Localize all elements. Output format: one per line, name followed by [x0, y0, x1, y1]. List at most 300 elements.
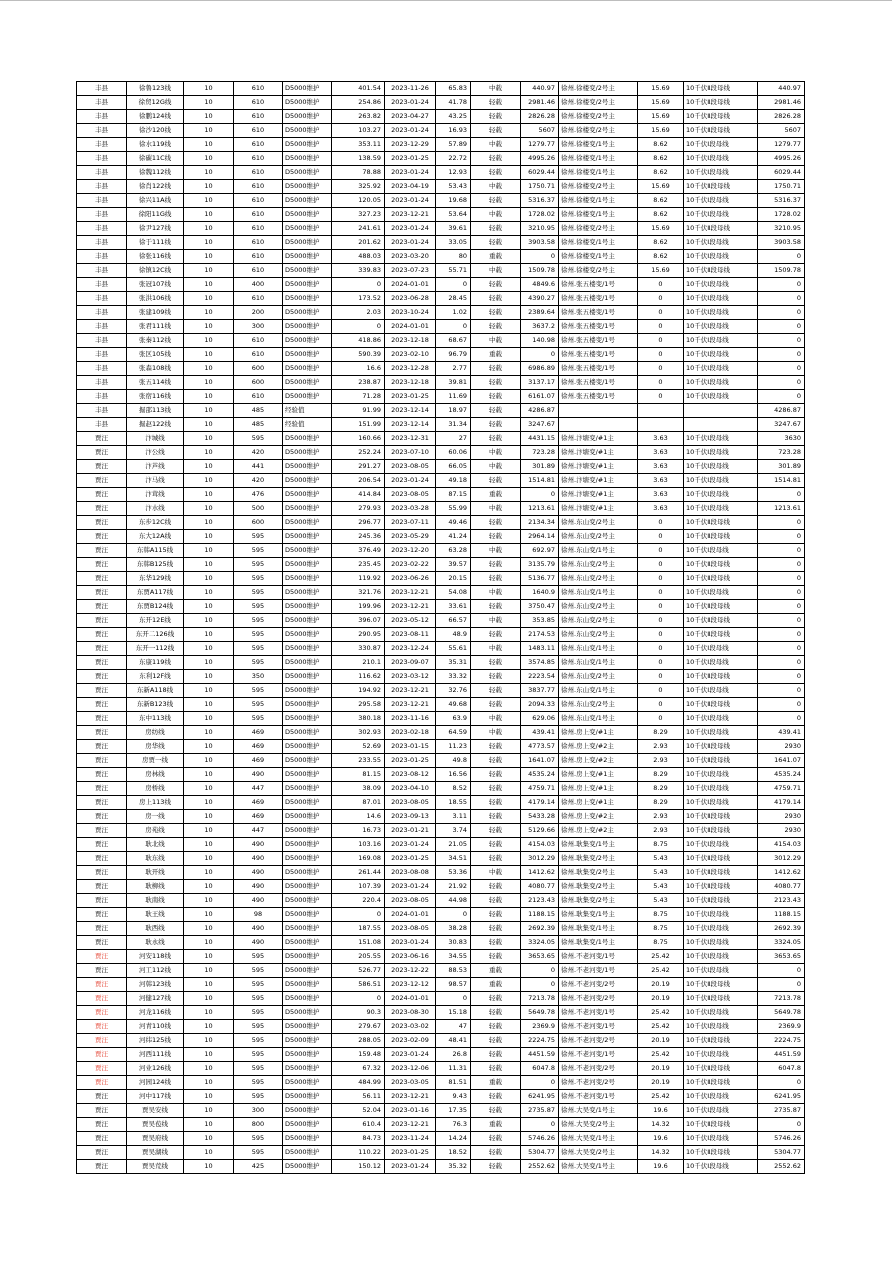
cell-available-capacity: 4154.03 [521, 838, 559, 852]
cell-voltage-kv: 10 [184, 404, 234, 418]
cell-bus-section: 10千伏Ⅱ段母线 [684, 698, 758, 712]
cell-line-name: 东贾B124线 [127, 600, 184, 614]
cell-data-source: D5000维护 [283, 474, 332, 488]
cell-county: 贾汪 [77, 1090, 127, 1104]
cell-bus-section: 10千伏Ⅱ段母线 [684, 894, 758, 908]
cell-current-value: 52.04 [332, 1104, 385, 1118]
cell-line-name: 耿永线 [127, 936, 184, 950]
cell-load-status: 轻载 [471, 740, 521, 754]
cell-line-name: 徐贸12G线 [127, 96, 184, 110]
cell-transformer-capacity: 15.69 [638, 110, 684, 124]
cell-voltage-kv: 10 [184, 558, 234, 572]
cell-transformer-capacity: 8.75 [638, 936, 684, 950]
cell-voltage-kv: 10 [184, 964, 234, 978]
cell-current-value: 380.18 [332, 712, 385, 726]
cell-load-rate: 11.31 [436, 1062, 471, 1076]
cell-rated-current: 610 [234, 166, 283, 180]
cell-peak-date: 2023-01-25 [385, 1146, 436, 1160]
cell-bus-section: 10千伏Ⅱ段母线 [684, 1034, 758, 1048]
cell-data-source: D5000维护 [283, 208, 332, 222]
cell-load-rate: 16.93 [436, 124, 471, 138]
cell-transformer: 徐州.房上变/#2主 [559, 754, 638, 768]
cell-transformer: 徐州.耿集变/2号主 [559, 894, 638, 908]
cell-peak-date: 2023-01-24 [385, 124, 436, 138]
cell-bus-section: 10千伏Ⅱ段母线 [684, 824, 758, 838]
table-row [77, 1020, 805, 1034]
cell-available-capacity: 1188.15 [521, 908, 559, 922]
cell-bus-section: 10千伏Ⅰ段母线 [684, 712, 758, 726]
cell-load-rate: 49.46 [436, 516, 471, 530]
cell-voltage-kv: 10 [184, 446, 234, 460]
cell-bus-section: 10千伏Ⅱ段母线 [684, 600, 758, 614]
cell-open-capacity: 0 [758, 362, 805, 376]
cell-line-name: 河龙116线 [127, 1006, 184, 1020]
cell-transformer-capacity: 0 [638, 642, 684, 656]
cell-line-name: 东大12A线 [127, 530, 184, 544]
cell-load-rate: 17.35 [436, 1104, 471, 1118]
cell-county: 丰县 [77, 166, 127, 180]
cell-data-source: D5000维护 [283, 1062, 332, 1076]
cell-peak-date: 2023-04-19 [385, 180, 436, 194]
cell-line-name: 徐镇12C线 [127, 264, 184, 278]
cell-load-status: 轻载 [471, 908, 521, 922]
cell-open-capacity: 0 [758, 544, 805, 558]
cell-peak-date: 2023-01-24 [385, 1160, 436, 1174]
cell-current-value: 325.92 [332, 180, 385, 194]
cell-line-name: 贾吴湖线 [127, 1146, 184, 1160]
cell-voltage-kv: 10 [184, 460, 234, 474]
cell-transformer: 徐州.大吴变/1号主 [559, 1160, 638, 1174]
cell-data-source: D5000维护 [283, 348, 332, 362]
cell-voltage-kv: 10 [184, 754, 234, 768]
table-row [77, 684, 805, 698]
cell-voltage-kv: 10 [184, 348, 234, 362]
cell-rated-current: 447 [234, 782, 283, 796]
cell-transformer: 徐州.徐楼变/2号主 [559, 96, 638, 110]
cell-open-capacity: 4451.59 [758, 1048, 805, 1062]
cell-transformer: 徐州.不老河变/2号 [559, 1062, 638, 1076]
cell-rated-current: 595 [234, 964, 283, 978]
cell-load-status: 轻载 [471, 1090, 521, 1104]
table-row [77, 292, 805, 306]
cell-peak-date: 2024-01-01 [385, 908, 436, 922]
cell-transformer: 徐州.汴塘变/#1主 [559, 502, 638, 516]
cell-available-capacity: 3247.67 [521, 418, 559, 432]
cell-county: 贾汪 [77, 908, 127, 922]
cell-data-source: D5000维护 [283, 390, 332, 404]
cell-voltage-kv: 10 [184, 418, 234, 432]
cell-county: 贾汪 [77, 936, 127, 950]
table-row [77, 642, 805, 656]
cell-transformer-capacity: 0 [638, 292, 684, 306]
cell-voltage-kv: 10 [184, 138, 234, 152]
cell-load-status: 轻载 [471, 1146, 521, 1160]
cell-open-capacity: 1750.71 [758, 180, 805, 194]
cell-bus-section: 10千伏Ⅰ段母线 [684, 726, 758, 740]
cell-line-name: 房贾一线 [127, 754, 184, 768]
cell-line-name: 徐沙120线 [127, 124, 184, 138]
cell-data-source: D5000维护 [283, 432, 332, 446]
cell-county: 丰县 [77, 194, 127, 208]
cell-rated-current: 98 [234, 908, 283, 922]
cell-peak-date: 2023-01-25 [385, 152, 436, 166]
cell-voltage-kv: 10 [184, 236, 234, 250]
cell-rated-current: 595 [234, 950, 283, 964]
cell-open-capacity: 439.41 [758, 726, 805, 740]
cell-data-source: D5000维护 [283, 992, 332, 1006]
cell-peak-date: 2023-12-28 [385, 362, 436, 376]
table-row [77, 796, 805, 810]
cell-data-source: D5000维护 [283, 446, 332, 460]
cell-open-capacity: 6047.8 [758, 1062, 805, 1076]
page-top-border [0, 0, 892, 1]
cell-available-capacity: 4080.77 [521, 880, 559, 894]
cell-data-source: D5000维护 [283, 362, 332, 376]
cell-bus-section: 10千伏Ⅰ段母线 [684, 586, 758, 600]
cell-current-value: 296.77 [332, 516, 385, 530]
cell-transformer-capacity [638, 418, 684, 432]
table-row [77, 96, 805, 110]
cell-line-name: 汴茸线 [127, 488, 184, 502]
cell-county: 丰县 [77, 334, 127, 348]
cell-open-capacity: 4535.24 [758, 768, 805, 782]
cell-peak-date: 2023-01-24 [385, 166, 436, 180]
cell-county: 贾汪 [77, 432, 127, 446]
cell-transformer-capacity: 0 [638, 572, 684, 586]
cell-available-capacity: 5607 [521, 124, 559, 138]
cell-transformer-capacity: 8.62 [638, 250, 684, 264]
cell-line-name: 张洪106线 [127, 292, 184, 306]
cell-transformer: 徐州.东山变/2号主 [559, 600, 638, 614]
cell-available-capacity: 1483.11 [521, 642, 559, 656]
cell-data-source: D5000维护 [283, 1020, 332, 1034]
cell-rated-current: 595 [234, 1020, 283, 1034]
cell-rated-current: 420 [234, 446, 283, 460]
cell-current-value: 201.62 [332, 236, 385, 250]
cell-voltage-kv: 10 [184, 152, 234, 166]
cell-county: 丰县 [77, 418, 127, 432]
cell-open-capacity: 0 [758, 712, 805, 726]
cell-transformer-capacity: 14.32 [638, 1146, 684, 1160]
cell-rated-current: 610 [234, 110, 283, 124]
cell-current-value: 241.61 [332, 222, 385, 236]
cell-available-capacity: 0 [521, 964, 559, 978]
cell-peak-date: 2023-04-27 [385, 110, 436, 124]
cell-data-source: D5000维护 [283, 180, 332, 194]
cell-open-capacity: 2735.87 [758, 1104, 805, 1118]
cell-county: 贾汪 [77, 628, 127, 642]
cell-transformer-capacity: 8.75 [638, 838, 684, 852]
cell-peak-date: 2023-12-21 [385, 600, 436, 614]
cell-bus-section: 10千伏Ⅰ段母线 [684, 446, 758, 460]
cell-transformer-capacity: 5.43 [638, 880, 684, 894]
cell-transformer-capacity: 8.62 [638, 152, 684, 166]
cell-load-rate: 30.83 [436, 936, 471, 950]
cell-data-source: D5000维护 [283, 936, 332, 950]
cell-available-capacity: 440.97 [521, 82, 559, 96]
cell-voltage-kv: 10 [184, 936, 234, 950]
cell-rated-current: 300 [234, 320, 283, 334]
cell-rated-current: 595 [234, 586, 283, 600]
cell-bus-section: 10千伏Ⅱ段母线 [684, 124, 758, 138]
cell-peak-date: 2023-12-20 [385, 544, 436, 558]
cell-line-name: 河健127线 [127, 992, 184, 1006]
cell-data-source: D5000维护 [283, 236, 332, 250]
cell-line-name: 汴城线 [127, 432, 184, 446]
cell-data-source: D5000维护 [283, 488, 332, 502]
cell-bus-section: 10千伏Ⅰ段母线 [684, 768, 758, 782]
cell-open-capacity: 440.97 [758, 82, 805, 96]
table-row [77, 222, 805, 236]
cell-line-name: 贾吴安线 [127, 1104, 184, 1118]
cell-voltage-kv: 10 [184, 978, 234, 992]
cell-county: 贾汪 [77, 544, 127, 558]
table-row [77, 894, 805, 908]
table-row [77, 166, 805, 180]
cell-county: 贾汪 [77, 978, 127, 992]
cell-bus-section: 10千伏Ⅰ段母线 [684, 782, 758, 796]
cell-available-capacity: 4431.15 [521, 432, 559, 446]
cell-rated-current: 595 [234, 572, 283, 586]
cell-county: 丰县 [77, 138, 127, 152]
table-row [77, 236, 805, 250]
cell-transformer: 徐州.不老河变/2号 [559, 992, 638, 1006]
cell-line-name: 徐尹127线 [127, 222, 184, 236]
cell-transformer: 徐州.耿集变/1号主 [559, 908, 638, 922]
table-body [77, 82, 805, 1174]
cell-transformer-capacity: 0 [638, 306, 684, 320]
cell-peak-date: 2023-08-12 [385, 768, 436, 782]
table-row [77, 1048, 805, 1062]
cell-available-capacity: 2174.53 [521, 628, 559, 642]
cell-peak-date: 2023-03-28 [385, 502, 436, 516]
cell-voltage-kv: 10 [184, 390, 234, 404]
cell-voltage-kv: 10 [184, 502, 234, 516]
cell-load-status: 轻载 [471, 194, 521, 208]
cell-available-capacity: 5129.66 [521, 824, 559, 838]
table-row [77, 572, 805, 586]
cell-data-source: D5000维护 [283, 1104, 332, 1118]
cell-voltage-kv: 10 [184, 264, 234, 278]
cell-open-capacity: 0 [758, 642, 805, 656]
cell-open-capacity: 5316.37 [758, 194, 805, 208]
cell-peak-date: 2023-11-26 [385, 82, 436, 96]
cell-voltage-kv: 10 [184, 880, 234, 894]
cell-county: 贾汪 [77, 670, 127, 684]
cell-bus-section: 10千伏Ⅱ段母线 [684, 852, 758, 866]
cell-load-rate: 14.24 [436, 1132, 471, 1146]
cell-available-capacity: 723.28 [521, 446, 559, 460]
cell-available-capacity: 301.89 [521, 460, 559, 474]
cell-peak-date: 2023-06-16 [385, 950, 436, 964]
cell-data-source: D5000维护 [283, 642, 332, 656]
cell-rated-current: 595 [234, 530, 283, 544]
cell-county: 丰县 [77, 208, 127, 222]
cell-load-status: 轻载 [471, 684, 521, 698]
cell-bus-section: 10千伏Ⅰ段母线 [684, 1048, 758, 1062]
cell-load-status: 轻载 [471, 152, 521, 166]
cell-rated-current: 476 [234, 488, 283, 502]
table-row [77, 362, 805, 376]
cell-voltage-kv: 10 [184, 572, 234, 586]
cell-voltage-kv: 10 [184, 712, 234, 726]
table-row [77, 1104, 805, 1118]
cell-current-value: 418.86 [332, 334, 385, 348]
cell-bus-section: 10千伏Ⅰ段母线 [684, 138, 758, 152]
cell-rated-current: 610 [234, 236, 283, 250]
cell-open-capacity: 0 [758, 698, 805, 712]
cell-bus-section: 10千伏Ⅰ段母线 [684, 236, 758, 250]
cell-open-capacity: 1279.77 [758, 138, 805, 152]
cell-open-capacity: 0 [758, 964, 805, 978]
cell-line-name: 东华129线 [127, 572, 184, 586]
cell-county: 贾汪 [77, 712, 127, 726]
cell-transformer: 徐州.徐楼变/2号主 [559, 82, 638, 96]
cell-line-name: 河工112线 [127, 964, 184, 978]
cell-load-rate: 80 [436, 250, 471, 264]
cell-available-capacity: 6241.95 [521, 1090, 559, 1104]
cell-load-rate: 33.05 [436, 236, 471, 250]
cell-transformer-capacity: 8.75 [638, 908, 684, 922]
cell-load-rate: 16.56 [436, 768, 471, 782]
cell-rated-current: 595 [234, 600, 283, 614]
cell-data-source: D5000维护 [283, 292, 332, 306]
cell-line-name: 房苑线 [127, 824, 184, 838]
cell-available-capacity: 1514.81 [521, 474, 559, 488]
cell-rated-current: 610 [234, 124, 283, 138]
cell-load-rate: 55.99 [436, 502, 471, 516]
cell-data-source: D5000维护 [283, 768, 332, 782]
cell-transformer: 徐州.大吴变/2号主 [559, 1118, 638, 1132]
cell-load-status: 中载 [471, 180, 521, 194]
cell-line-name: 河园124线 [127, 1076, 184, 1090]
table-row [77, 348, 805, 362]
cell-line-name: 徐张116线 [127, 250, 184, 264]
cell-transformer: 徐州.徐楼变/2号主 [559, 110, 638, 124]
cell-current-value: 107.39 [332, 880, 385, 894]
cell-line-name: 河西111线 [127, 1048, 184, 1062]
table-row [77, 628, 805, 642]
cell-voltage-kv: 10 [184, 1090, 234, 1104]
cell-bus-section: 10千伏Ⅰ段母线 [684, 432, 758, 446]
cell-voltage-kv: 10 [184, 334, 234, 348]
cell-transformer [559, 418, 638, 432]
cell-transformer-capacity: 25.42 [638, 1048, 684, 1062]
cell-current-value: 238.87 [332, 376, 385, 390]
cell-peak-date: 2023-01-24 [385, 838, 436, 852]
cell-load-rate: 28.45 [436, 292, 471, 306]
cell-rated-current: 595 [234, 1132, 283, 1146]
cell-load-rate: 55.61 [436, 642, 471, 656]
cell-available-capacity: 4179.14 [521, 796, 559, 810]
cell-transformer-capacity: 20.19 [638, 978, 684, 992]
feeder-load-table [76, 81, 805, 1174]
cell-voltage-kv: 10 [184, 1132, 234, 1146]
cell-rated-current: 595 [234, 614, 283, 628]
cell-open-capacity: 0 [758, 292, 805, 306]
cell-transformer-capacity: 0 [638, 544, 684, 558]
cell-load-status: 轻载 [471, 236, 521, 250]
cell-transformer: 徐州.东山变/2号主 [559, 530, 638, 544]
cell-county: 贾汪 [77, 740, 127, 754]
cell-transformer: 徐州.汴塘变/#1主 [559, 446, 638, 460]
table-row [77, 446, 805, 460]
cell-load-rate: 64.59 [436, 726, 471, 740]
cell-current-value: 526.77 [332, 964, 385, 978]
cell-load-status: 重载 [471, 1118, 521, 1132]
cell-open-capacity: 3210.95 [758, 222, 805, 236]
cell-line-name: 张五114线 [127, 376, 184, 390]
cell-load-rate: 48.9 [436, 628, 471, 642]
cell-bus-section: 10千伏Ⅰ段母线 [684, 292, 758, 306]
cell-load-status: 重载 [471, 488, 521, 502]
cell-line-name: 东开12E线 [127, 614, 184, 628]
cell-load-status: 轻载 [471, 628, 521, 642]
cell-load-rate: 53.43 [436, 180, 471, 194]
cell-county: 贾汪 [77, 1062, 127, 1076]
cell-current-value: 210.1 [332, 656, 385, 670]
cell-transformer: 徐州.耿集变/1号主 [559, 922, 638, 936]
cell-voltage-kv: 10 [184, 1160, 234, 1174]
cell-county: 贾汪 [77, 1048, 127, 1062]
cell-data-source: D5000维护 [283, 572, 332, 586]
cell-load-status: 轻载 [471, 1006, 521, 1020]
table-row [77, 502, 805, 516]
cell-available-capacity: 2094.33 [521, 698, 559, 712]
cell-bus-section: 10千伏Ⅰ段母线 [684, 1160, 758, 1174]
cell-load-status: 轻载 [471, 992, 521, 1006]
cell-load-status: 中载 [471, 642, 521, 656]
table-row [77, 558, 805, 572]
cell-available-capacity: 3837.77 [521, 684, 559, 698]
cell-rated-current: 490 [234, 922, 283, 936]
cell-county: 贾汪 [77, 782, 127, 796]
cell-transformer-capacity: 25.42 [638, 1020, 684, 1034]
cell-voltage-kv: 10 [184, 838, 234, 852]
cell-current-value: 52.69 [332, 740, 385, 754]
cell-load-status: 中载 [471, 866, 521, 880]
cell-open-capacity: 3903.58 [758, 236, 805, 250]
cell-transformer: 徐州.耿集变/2号主 [559, 852, 638, 866]
cell-available-capacity: 5316.37 [521, 194, 559, 208]
cell-rated-current: 595 [234, 544, 283, 558]
cell-open-capacity: 5607 [758, 124, 805, 138]
cell-available-capacity: 5746.26 [521, 1132, 559, 1146]
cell-available-capacity: 629.06 [521, 712, 559, 726]
cell-load-status: 轻载 [471, 516, 521, 530]
cell-bus-section: 10千伏Ⅰ段母线 [684, 936, 758, 950]
cell-line-name: 耿东线 [127, 852, 184, 866]
cell-load-status: 轻载 [471, 656, 521, 670]
cell-bus-section: 10千伏Ⅱ段母线 [684, 1118, 758, 1132]
cell-available-capacity: 7213.78 [521, 992, 559, 1006]
cell-transformer-capacity: 0 [638, 670, 684, 684]
cell-transformer-capacity: 25.42 [638, 1006, 684, 1020]
cell-transformer: 徐州.大吴变/1号主 [559, 1132, 638, 1146]
cell-bus-section: 10千伏Ⅰ段母线 [684, 390, 758, 404]
cell-voltage-kv: 10 [184, 810, 234, 824]
cell-data-source: D5000维护 [283, 908, 332, 922]
cell-load-rate: 98.57 [436, 978, 471, 992]
cell-load-status: 轻载 [471, 362, 521, 376]
cell-county: 贾汪 [77, 516, 127, 530]
cell-transformer-capacity: 2.93 [638, 810, 684, 824]
cell-peak-date: 2023-11-24 [385, 1132, 436, 1146]
cell-bus-section: 10千伏Ⅰ段母线 [684, 474, 758, 488]
cell-data-source: D5000维护 [283, 558, 332, 572]
cell-transformer: 徐州.不老河变/1号 [559, 1048, 638, 1062]
cell-load-status: 中载 [471, 614, 521, 628]
